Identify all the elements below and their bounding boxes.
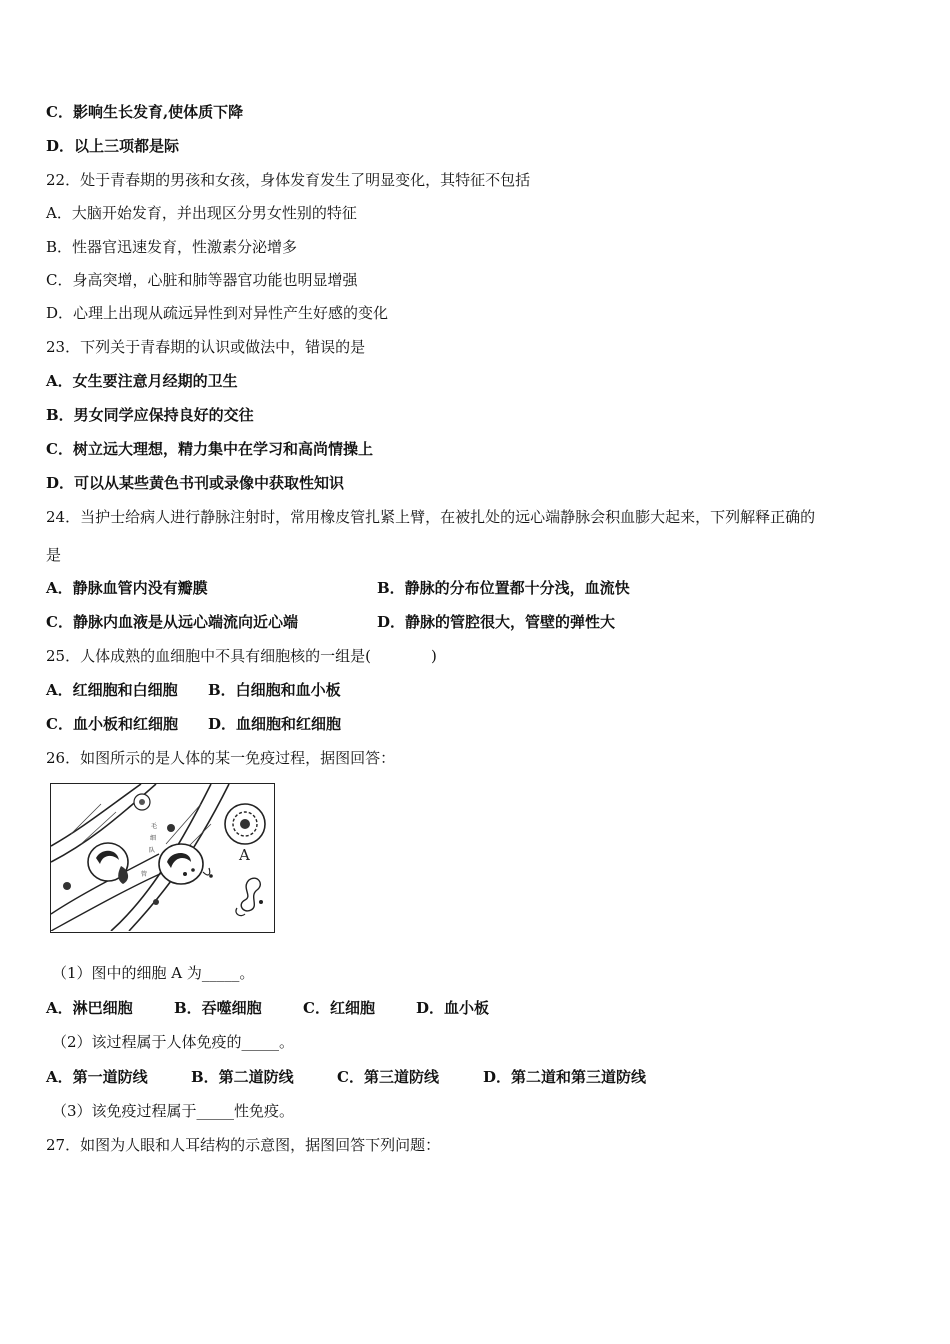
capillary-wall-line bbox=[51, 784, 141, 846]
q26-sub2-option-d: D．第二道和第三道防线 bbox=[483, 1068, 647, 1086]
q25-stem: 25．人体成熟的血细胞中不具有细胞核的一组是( ) bbox=[46, 647, 437, 665]
q26-sub2-option-a: A．第一道防线 bbox=[46, 1068, 148, 1086]
cell-a-nucleus-core bbox=[240, 819, 250, 829]
q25-option-a: A．红细胞和白细胞 bbox=[46, 681, 178, 699]
q23-option-d: D．可以从某些黄色书刊或录像中获取性知识 bbox=[46, 474, 345, 492]
figure-small-label: 细 bbox=[150, 835, 157, 842]
blood-cell bbox=[167, 824, 175, 832]
q24-option-d: D．静脉的管腔很大，管壁的弹性大 bbox=[377, 613, 616, 631]
figure-small-label: 管 bbox=[141, 871, 148, 878]
bacterium bbox=[259, 900, 263, 904]
q27-stem: 27．如图为人眼和人耳结构的示意图，据图回答下列问题： bbox=[46, 1136, 441, 1154]
q26-sub1-option-d: D．血小板 bbox=[416, 999, 490, 1017]
bacterium bbox=[209, 874, 213, 878]
q23-stem: 23．下列关于青春期的认识或做法中，错误的是 bbox=[46, 338, 366, 356]
q26-sub1-option-b: B．吞噬细胞 bbox=[174, 999, 262, 1017]
q24-option-b: B．静脉的分布位置都十分浅，血流快 bbox=[377, 579, 630, 597]
q26-sub1-option-a: A．淋巴细胞 bbox=[46, 999, 133, 1017]
bacteria-cluster bbox=[241, 878, 260, 911]
q26-sub3: （3）该免疫过程属于_____性免疫。 bbox=[52, 1102, 295, 1120]
immune-process-illustration bbox=[51, 784, 273, 931]
q21-option-d: D．以上三项都是际 bbox=[46, 137, 180, 155]
q22-option-b: B．性器官迅速发育，性激素分泌增多 bbox=[46, 238, 298, 256]
q23-option-c: C．树立远大理想，精力集中在学习和高尚情操上 bbox=[46, 440, 373, 458]
q22-stem: 22．处于青春期的男孩和女孩，身体发育发生了明显变化，其特征不包括 bbox=[46, 171, 531, 189]
blood-cell bbox=[63, 882, 71, 890]
immune-process-figure bbox=[50, 783, 275, 933]
q26-sub2-option-c: C．第三道防线 bbox=[337, 1068, 439, 1086]
q21-option-c: C．影响生长发育,使体质下降 bbox=[46, 103, 244, 121]
q26-sub1-option-c: C．红细胞 bbox=[303, 999, 375, 1017]
figure-small-label: 毛 bbox=[151, 823, 158, 830]
q24-option-a: A．静脉血管内没有瓣膜 bbox=[46, 579, 208, 597]
bacterium bbox=[191, 868, 195, 872]
bacterium bbox=[203, 868, 210, 875]
q25-option-b: B．白细胞和血小板 bbox=[208, 681, 341, 699]
q23-option-b: B．男女同学应保持良好的交往 bbox=[46, 406, 254, 424]
q22-option-d: D．心理上出现从疏远异性到对异性产生好感的变化 bbox=[46, 304, 389, 322]
q24-stem-line2: 是 bbox=[46, 546, 62, 564]
q25-option-d: D．血细胞和红细胞 bbox=[208, 715, 342, 733]
figure-small-label: 队 bbox=[149, 847, 156, 854]
blood-cell bbox=[153, 899, 159, 905]
q26-sub2-option-b: B．第二道防线 bbox=[191, 1068, 294, 1086]
q26-sub2: （2）该过程属于人体免疫的_____。 bbox=[52, 1033, 295, 1051]
q24-option-c: C．静脉内血液是从远心端流向近心端 bbox=[46, 613, 298, 631]
q25-option-c: C．血小板和红细胞 bbox=[46, 715, 178, 733]
phagocyte-cell bbox=[159, 844, 203, 884]
q24-stem-line1: 24．当护士给病人进行静脉注射时，常用橡皮管扎紧上臂，在被扎处的远心端静脉会积血膨大起来，下列解释正确的 bbox=[46, 508, 816, 526]
q26-sub1: （1）图中的细胞 A 为_____。 bbox=[52, 964, 255, 982]
bacterium bbox=[183, 872, 187, 876]
q23-option-a: A．女生要注意月经期的卫生 bbox=[46, 372, 238, 390]
figure-label-a: A bbox=[239, 846, 250, 864]
q22-option-a: A．大脑开始发育，并出现区分男女性别的特征 bbox=[46, 204, 357, 222]
blood-cell-nucleus bbox=[139, 799, 145, 805]
q26-stem: 26．如图所示的是人体的某一免疫过程，据图回答： bbox=[46, 749, 396, 767]
q22-option-c: C．身高突增，心脏和肺等器官功能也明显增强 bbox=[46, 271, 358, 289]
